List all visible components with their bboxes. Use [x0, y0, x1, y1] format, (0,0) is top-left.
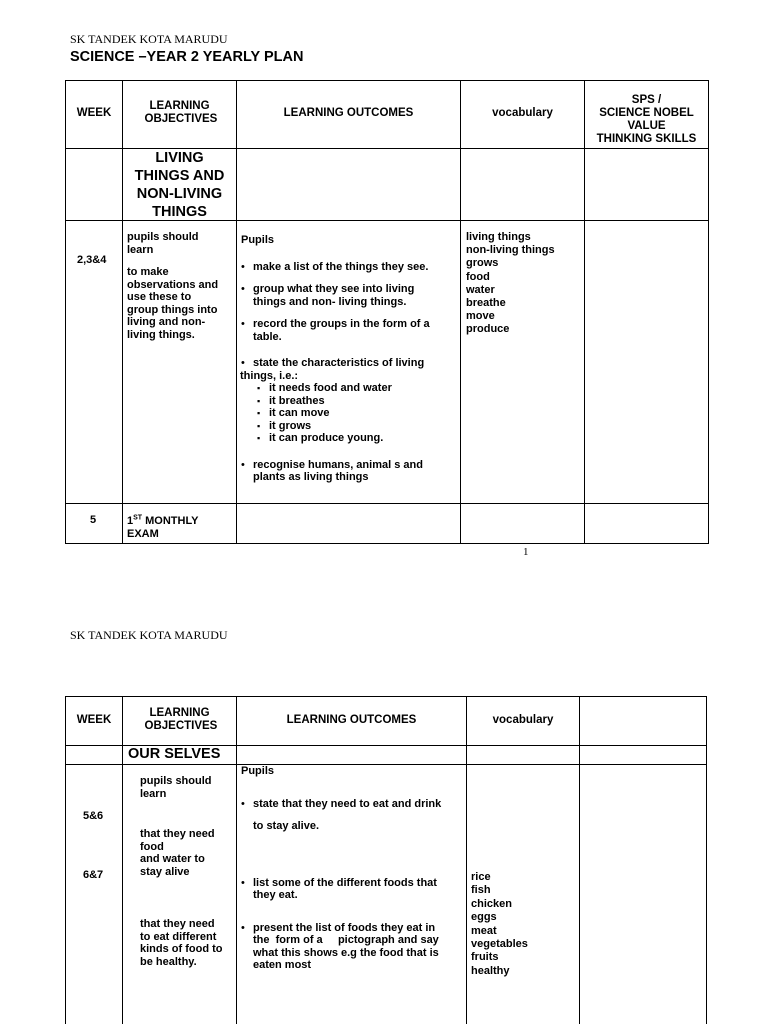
- text-line: living and non-: [127, 316, 206, 328]
- vocabulary-word: vegetables: [471, 938, 528, 951]
- table-border: [236, 80, 237, 544]
- text-line: learn: [127, 243, 154, 256]
- exam-label: MONTHLY: [142, 515, 199, 527]
- vocabulary-word: non-living things: [466, 244, 555, 257]
- text-line: food: [140, 840, 164, 853]
- exam-cell: [127, 515, 235, 540]
- text-line: • list some of the different foods that: [253, 876, 437, 889]
- learning-outcomes-cell: [241, 234, 459, 484]
- text-line: table.: [253, 330, 282, 343]
- vocabulary-cell: [471, 871, 579, 978]
- text-line: • state the characteristics of living: [253, 357, 425, 369]
- header-line: THINKING SKILLS: [596, 133, 697, 145]
- table-border: [122, 696, 123, 1024]
- vocabulary-word: fish: [471, 884, 491, 897]
- text-line: to make: [127, 266, 169, 278]
- text-line: kinds of food to: [140, 943, 223, 955]
- text-line: EXAM: [127, 527, 159, 540]
- text-line: be healthy.: [140, 955, 197, 968]
- table-border: [65, 503, 709, 504]
- week-cell: 5&6: [83, 810, 104, 822]
- vocabulary-word: eggs: [471, 911, 497, 924]
- header-sps: [585, 94, 708, 146]
- vocabulary-word: meat: [471, 924, 497, 937]
- learning-outcomes-cell: [241, 765, 465, 972]
- document-title: SCIENCE –YEAR 2 YEARLY PLAN: [70, 49, 304, 65]
- outcome-item: [241, 318, 459, 343]
- table-border: [65, 696, 707, 697]
- topic-line: THINGS: [152, 204, 207, 220]
- week-cell: 2,3&4: [77, 254, 107, 266]
- text-line: group things into: [127, 303, 218, 316]
- text-line: the form of a pictograph and say: [253, 934, 439, 946]
- outcome-item: [241, 877, 465, 902]
- header-line: VALUE: [627, 120, 666, 132]
- text-line: • group what they see into living: [253, 283, 415, 295]
- outcome-item: [241, 357, 459, 370]
- header-learning-outcomes: LEARNING OUTCOMES: [283, 107, 414, 119]
- text-line: pupils should: [140, 775, 212, 787]
- vocabulary-word: rice: [471, 871, 491, 883]
- text-line: they eat.: [253, 889, 298, 901]
- learning-objectives-cell: [127, 231, 235, 341]
- vocabulary-word: chicken: [471, 897, 512, 910]
- vocabulary-word: produce: [466, 323, 510, 336]
- outcome-item: [241, 459, 459, 484]
- outcome-item: [241, 261, 459, 274]
- text-line: eaten most: [253, 959, 312, 971]
- header-line: SCIENCE NOBEL: [599, 107, 694, 119]
- text-line: and water to: [140, 853, 205, 865]
- text-line: observations and: [127, 278, 219, 291]
- vocabulary-word: water: [466, 283, 495, 296]
- list-item: ▪ it breathes: [257, 395, 459, 408]
- exam-number: 1: [127, 515, 134, 527]
- learning-objectives-cell: [140, 775, 235, 968]
- outcome-item: [241, 798, 465, 811]
- vocabulary-word: food: [466, 270, 490, 283]
- header-learning-objectives: [123, 707, 236, 733]
- header-label: LEARNING OBJECTIVES: [144, 707, 218, 732]
- topic-line: LIVING: [155, 150, 204, 166]
- text-line: • recognise humans, animal s and: [253, 458, 423, 471]
- vocabulary-word: move: [466, 310, 495, 323]
- table-border: [460, 80, 461, 544]
- text-line: living things.: [127, 328, 195, 341]
- text-line: use these to: [127, 291, 192, 303]
- text-line: stay alive: [140, 865, 190, 878]
- school-name: SK TANDEK KOTA MARUDU: [70, 32, 228, 46]
- outcome-item: [241, 922, 465, 972]
- vocabulary-word: breathe: [466, 297, 506, 310]
- vocabulary-word: fruits: [471, 951, 499, 964]
- school-name: SK TANDEK KOTA MARUDU: [70, 628, 228, 642]
- table-border: [708, 80, 709, 544]
- characteristics-list: [257, 382, 459, 445]
- text-line: learn: [140, 787, 167, 800]
- header-week: WEEK: [76, 714, 112, 726]
- text-line: Pupils: [241, 234, 275, 246]
- week-cell: 5: [90, 514, 97, 526]
- text-line: that they need: [140, 828, 215, 840]
- topic-line: THINGS AND: [134, 168, 225, 184]
- page-number: 1: [523, 546, 529, 558]
- table-border: [579, 696, 580, 1024]
- table-border: [236, 696, 237, 1024]
- exam-suffix: ST: [133, 514, 143, 522]
- topic-title: OUR SELVES: [128, 746, 221, 762]
- list-item: ▪ it can produce young.: [257, 432, 459, 445]
- text-line: • present the list of foods they eat in: [253, 921, 436, 934]
- text-line: to stay alive.: [253, 820, 320, 832]
- vocabulary-word: grows: [466, 257, 499, 270]
- list-item: ▪ it grows: [257, 420, 459, 433]
- header-label: LEARNING OBJECTIVES: [144, 100, 218, 125]
- table-border: [65, 696, 66, 1024]
- text-line: • record the groups in the form of a: [253, 318, 430, 330]
- table-border: [65, 543, 709, 544]
- vocabulary-cell: [466, 231, 584, 337]
- outcome-item: [241, 283, 459, 308]
- list-item: ▪ it can move: [257, 407, 459, 420]
- header-line: SPS /: [631, 94, 662, 106]
- topic-line: NON-LIVING: [136, 186, 223, 202]
- text-line: things and non- living things.: [253, 295, 407, 308]
- topic-title: [123, 149, 236, 221]
- vocabulary-word: living things: [466, 231, 531, 243]
- text-line: pupils should: [127, 231, 199, 243]
- header-learning-objectives: [123, 100, 236, 126]
- header-vocabulary: vocabulary: [492, 107, 553, 119]
- header-learning-outcomes: LEARNING OUTCOMES: [286, 714, 417, 726]
- vocabulary-word: healthy: [471, 964, 510, 977]
- table-border: [65, 80, 66, 544]
- text-line: what this shows e.g the food that is: [253, 946, 439, 959]
- header-week: WEEK: [76, 107, 112, 119]
- table-border: [65, 80, 709, 81]
- text-line: • state that they need to eat and drink: [253, 797, 442, 810]
- header-vocabulary: vocabulary: [492, 714, 554, 726]
- text-line: to eat different: [140, 930, 217, 943]
- text-line: plants as living things: [253, 471, 369, 483]
- text-line: Pupils: [241, 765, 275, 777]
- list-item: ▪ it needs food and water: [257, 382, 459, 395]
- text-line: things, i.e.:: [240, 369, 299, 382]
- table-border: [706, 696, 707, 1024]
- text-line: that they need: [140, 918, 215, 930]
- table-border: [584, 80, 585, 544]
- week-cell: 6&7: [83, 869, 104, 881]
- table-border: [466, 696, 467, 1024]
- text-line: • make a list of the things they see.: [253, 260, 429, 273]
